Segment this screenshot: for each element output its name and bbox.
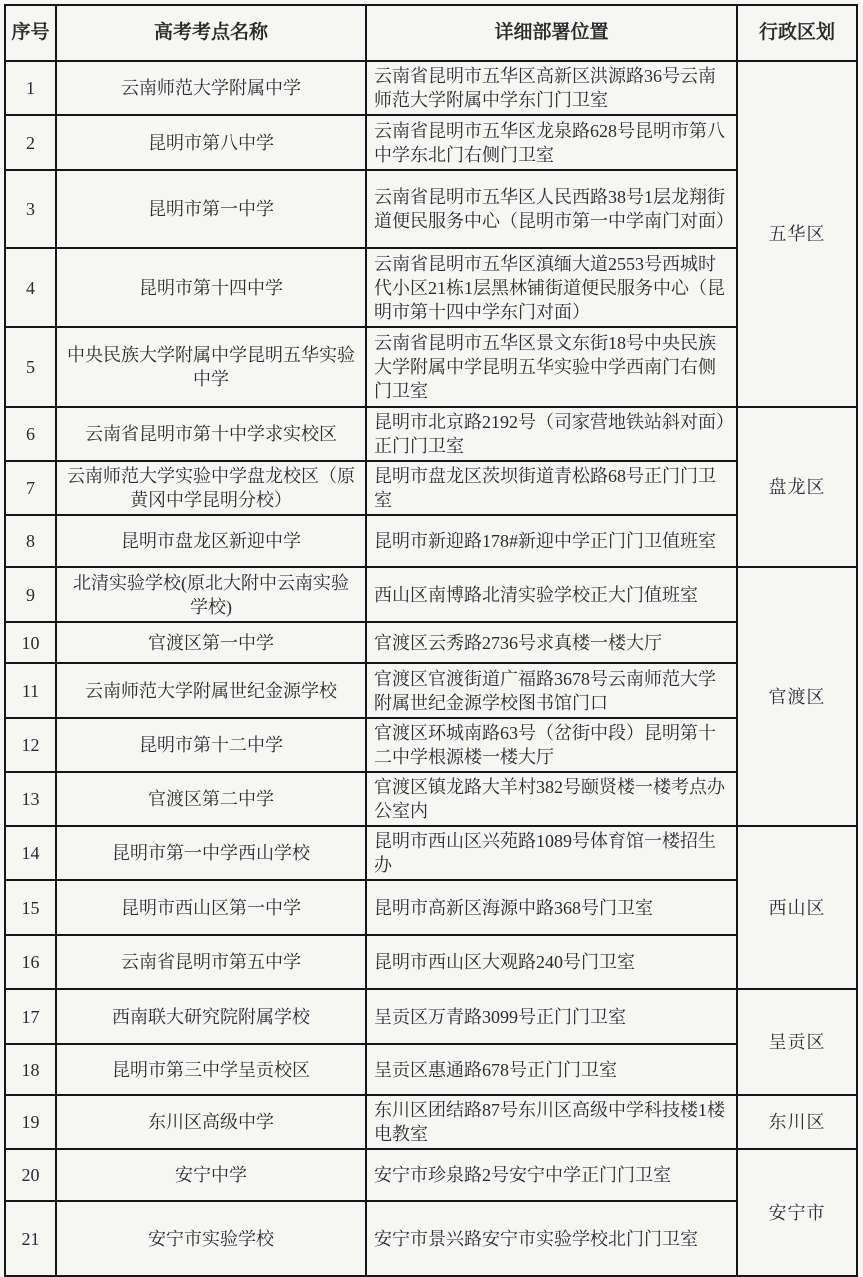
- site-name-cell: 云南师范大学附属世纪金源学校: [56, 663, 366, 718]
- row-number-cell: 21: [5, 1201, 56, 1276]
- site-name-cell: 昆明市第一中学: [56, 170, 366, 248]
- row-number-cell: 13: [5, 772, 56, 826]
- site-name-cell: 官渡区第一中学: [56, 622, 366, 663]
- table-row: [5, 663, 857, 718]
- row-number-cell: 8: [5, 515, 56, 567]
- col-header-location: 详细部署位置: [366, 5, 737, 61]
- table-row: [5, 718, 857, 772]
- site-name-cell: 中央民族大学附属中学昆明五华实验中学: [56, 327, 366, 407]
- location-cell: 安宁市景兴路安宁市实验学校北门门卫室: [366, 1201, 737, 1276]
- location-cell: 昆明市北京路2192号（司家营地铁站斜对面）正门门卫室: [366, 407, 737, 461]
- table-row: [5, 826, 857, 880]
- site-name-cell: 安宁市实验学校: [56, 1201, 366, 1276]
- location-cell: 云南省昆明市五华区滇缅大道2553号西城时代小区21栋1层黑林铺街道便民服务中心（昆明市第十四中学东门对面）: [366, 248, 737, 327]
- site-name-cell: 西南联大研究院附属学校: [56, 989, 366, 1044]
- location-cell: 昆明市盘龙区茨坝街道青松路68号正门门卫室: [366, 461, 737, 515]
- table-row: [5, 567, 857, 622]
- table-row: [5, 407, 857, 461]
- site-name-cell: 昆明市第十四中学: [56, 248, 366, 327]
- site-name-cell: 云南师范大学实验中学盘龙校区（原黄冈中学昆明分校）: [56, 461, 366, 515]
- table-row: [5, 1044, 857, 1095]
- location-cell: 昆明市高新区海源中路368号门卫室: [366, 880, 737, 935]
- row-number-cell: 19: [5, 1095, 56, 1149]
- col-header-number: 序号: [5, 5, 56, 61]
- site-name-cell: 云南省昆明市第十中学求实校区: [56, 407, 366, 461]
- location-cell: 官渡区镇龙路大羊村382号颐贤楼一楼考点办公室内: [366, 772, 737, 826]
- row-number-cell: 2: [5, 115, 56, 170]
- site-name-cell: 云南省昆明市第五中学: [56, 935, 366, 989]
- table-row: [5, 1095, 857, 1149]
- row-number-cell: 4: [5, 248, 56, 327]
- location-cell: 呈贡区万青路3099号正门门卫室: [366, 989, 737, 1044]
- location-cell: 官渡区云秀路2736号求真楼一楼大厅: [366, 622, 737, 663]
- row-number-cell: 9: [5, 567, 56, 622]
- site-name-cell: 昆明市第八中学: [56, 115, 366, 170]
- table-row: [5, 622, 857, 663]
- row-number-cell: 18: [5, 1044, 56, 1095]
- site-name-cell: 昆明市第三中学呈贡校区: [56, 1044, 366, 1095]
- location-cell: 昆明市新迎路178#新迎中学正门门卫值班室: [366, 515, 737, 567]
- table-row: [5, 880, 857, 935]
- location-cell: 云南省昆明市五华区景文东街18号中央民族大学附属中学昆明五华实验中学西南门右侧门卫室: [366, 327, 737, 407]
- site-name-cell: 昆明市第一中学西山学校: [56, 826, 366, 880]
- header-row: [5, 5, 857, 61]
- row-number-cell: 6: [5, 407, 56, 461]
- exam-sites-table: [4, 4, 858, 1277]
- site-name-cell: 北清实验学校(原北大附中云南实验学校): [56, 567, 366, 622]
- site-name-cell: 安宁中学: [56, 1149, 366, 1201]
- location-cell: 云南省昆明市五华区高新区洪源路36号云南师范大学附属中学东门门卫室: [366, 61, 737, 115]
- district-cell: 东川区: [737, 1095, 857, 1149]
- location-cell: 昆明市西山区大观路240号门卫室: [366, 935, 737, 989]
- table-row: [5, 772, 857, 826]
- district-cell: 呈贡区: [737, 989, 857, 1095]
- location-cell: 官渡区环城南路63号（岔街中段）昆明第十二中学根源楼一楼大厅: [366, 718, 737, 772]
- col-header-site-name: 高考考点名称: [56, 5, 366, 61]
- row-number-cell: 5: [5, 327, 56, 407]
- site-name-cell: 昆明市第十二中学: [56, 718, 366, 772]
- location-cell: 西山区南博路北清实验学校正大门值班室: [366, 567, 737, 622]
- table-row: [5, 989, 857, 1044]
- row-number-cell: 20: [5, 1149, 56, 1201]
- table-row: [5, 935, 857, 989]
- row-number-cell: 14: [5, 826, 56, 880]
- table-row: [5, 1201, 857, 1276]
- district-cell: 西山区: [737, 826, 857, 989]
- district-cell: 官渡区: [737, 567, 857, 826]
- row-number-cell: 11: [5, 663, 56, 718]
- site-name-cell: 云南师范大学附属中学: [56, 61, 366, 115]
- district-cell: 安宁市: [737, 1149, 857, 1276]
- location-cell: 东川区团结路87号东川区高级中学科技楼1楼电教室: [366, 1095, 737, 1149]
- table-row: [5, 461, 857, 515]
- table-row: [5, 515, 857, 567]
- table-row: [5, 1149, 857, 1201]
- table-body: [5, 61, 857, 1276]
- location-cell: 云南省昆明市五华区人民西路38号1层龙翔街道便民服务中心（昆明市第一中学南门对面）: [366, 170, 737, 248]
- location-cell: 官渡区官渡街道广福路3678号云南师范大学附属世纪金源学校图书馆门口: [366, 663, 737, 718]
- row-number-cell: 10: [5, 622, 56, 663]
- location-cell: 呈贡区惠通路678号正门门卫室: [366, 1044, 737, 1095]
- site-name-cell: 昆明市西山区第一中学: [56, 880, 366, 935]
- row-number-cell: 12: [5, 718, 56, 772]
- table-row: [5, 248, 857, 327]
- district-cell: 盘龙区: [737, 407, 857, 567]
- table-row: [5, 61, 857, 115]
- location-cell: 昆明市西山区兴苑路1089号体育馆一楼招生办: [366, 826, 737, 880]
- district-cell: 五华区: [737, 61, 857, 407]
- site-name-cell: 官渡区第二中学: [56, 772, 366, 826]
- row-number-cell: 17: [5, 989, 56, 1044]
- table-row: [5, 327, 857, 407]
- row-number-cell: 7: [5, 461, 56, 515]
- row-number-cell: 1: [5, 61, 56, 115]
- location-cell: 云南省昆明市五华区龙泉路628号昆明市第八中学东北门右侧门卫室: [366, 115, 737, 170]
- location-cell: 安宁市珍泉路2号安宁中学正门门卫室: [366, 1149, 737, 1201]
- col-header-district: 行政区划: [737, 5, 857, 61]
- table-row: [5, 115, 857, 170]
- row-number-cell: 3: [5, 170, 56, 248]
- row-number-cell: 16: [5, 935, 56, 989]
- row-number-cell: 15: [5, 880, 56, 935]
- table-row: [5, 170, 857, 248]
- site-name-cell: 昆明市盘龙区新迎中学: [56, 515, 366, 567]
- site-name-cell: 东川区高级中学: [56, 1095, 366, 1149]
